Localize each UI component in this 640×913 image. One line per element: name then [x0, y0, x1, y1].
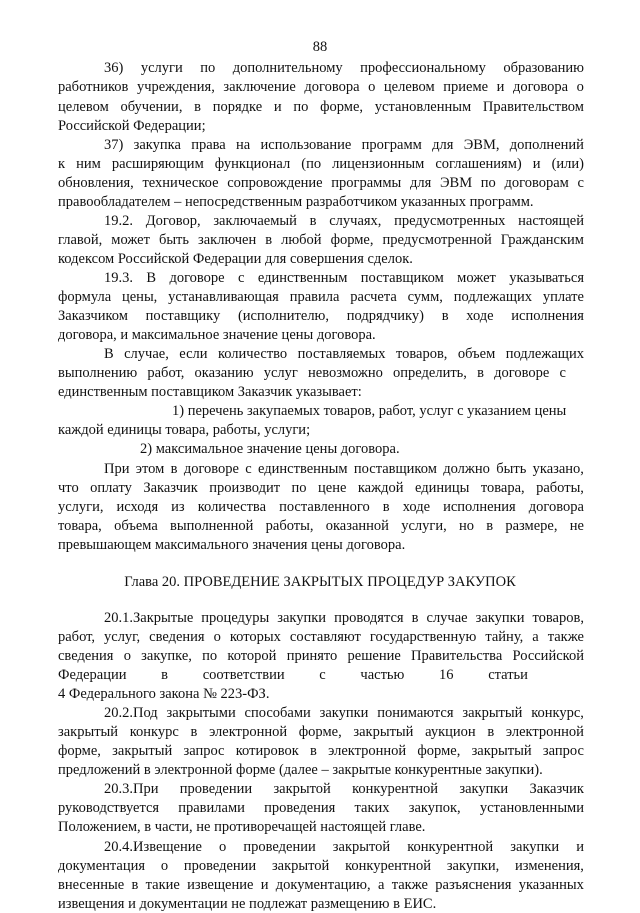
word: Правительства	[411, 648, 503, 664]
word: с	[577, 175, 584, 191]
text-line	[58, 155, 584, 173]
word: В	[104, 346, 114, 362]
word: работы,	[536, 480, 584, 496]
word: объем	[457, 346, 496, 362]
text-line: превышающем максимального значения цены договора.	[58, 537, 406, 553]
word: котировок	[235, 743, 299, 759]
word: документацию,	[275, 877, 371, 893]
word: В	[146, 270, 157, 286]
text-line: Российской Федерации;	[58, 118, 206, 134]
word: определить,	[393, 365, 467, 381]
text-line	[58, 799, 584, 817]
text-line	[58, 876, 584, 894]
word: в	[486, 518, 494, 534]
word: ЭВМ	[439, 175, 473, 191]
word: что	[58, 480, 79, 496]
word: устанавливающая	[168, 289, 279, 305]
word: по	[480, 175, 496, 191]
word: в	[487, 724, 495, 740]
word: ним	[76, 156, 101, 172]
word: Федерации	[58, 667, 127, 683]
chapter-heading: Глава 20. ПРОВЕДЕНИЕ ЗАКРЫТЫХ ПРОЦЕДУР ЗАКУПОК	[124, 574, 516, 590]
word: такие	[145, 877, 180, 893]
word: если	[179, 346, 208, 362]
word: закрытый	[353, 724, 414, 740]
word: указанных	[518, 877, 584, 893]
word: закрытой	[332, 839, 391, 855]
word: формула	[58, 289, 112, 305]
word: поставщику	[145, 308, 221, 324]
word: аукцион	[425, 724, 476, 740]
word: исполнения	[443, 499, 516, 515]
word: производит	[209, 480, 281, 496]
word: 36)	[104, 60, 124, 76]
word: и	[496, 79, 505, 95]
word: Договор,	[145, 213, 201, 229]
text-line: 1) перечень закупаемых товаров, работ, услуг с указанием цены	[172, 403, 567, 419]
word: (исполнителю,	[237, 308, 330, 324]
word: (или)	[551, 156, 584, 172]
word: 19.3.	[104, 270, 133, 286]
word: процедуры	[201, 610, 270, 626]
word: конкурентной	[352, 781, 439, 797]
text-line	[58, 628, 584, 646]
text-line	[58, 498, 584, 516]
word: сведения	[149, 629, 205, 645]
word: закупке,	[141, 648, 192, 664]
word: проведении	[179, 781, 253, 797]
word: в	[170, 461, 178, 477]
text-line: единственным поставщиком Заказчик указывает:	[58, 384, 362, 400]
word: но	[458, 518, 474, 534]
word: с	[238, 270, 245, 286]
word: и	[576, 839, 584, 855]
word: этом	[135, 461, 165, 477]
word: внесенные	[58, 877, 125, 893]
word: форме,	[330, 232, 374, 248]
word: договора	[512, 79, 569, 95]
word: поставленного	[279, 499, 370, 515]
text-line: извещения и документации не подлежат размещению в ЕИС.	[58, 896, 437, 912]
word: закупки	[475, 610, 525, 626]
word: тайну,	[485, 629, 524, 645]
word: договоре	[169, 270, 225, 286]
text-line	[58, 231, 584, 249]
word: Заказчик	[143, 480, 198, 496]
word: закупка	[133, 137, 181, 153]
word: ходе	[466, 308, 494, 324]
text-line: 4 Федерального закона № 223-ФЗ.	[58, 686, 270, 702]
word: также	[547, 629, 584, 645]
word: в	[441, 308, 449, 324]
word: не	[569, 518, 584, 534]
word: быть	[158, 232, 190, 248]
word: которых	[229, 629, 281, 645]
word: 20.2.Под	[104, 705, 158, 721]
word: на	[236, 137, 251, 153]
text-line	[104, 212, 584, 230]
word: о	[123, 648, 131, 664]
text-line	[58, 647, 584, 665]
word: работ,	[147, 365, 185, 381]
word: с	[319, 667, 326, 683]
text-line	[58, 288, 584, 306]
word: целевом	[58, 99, 109, 115]
word: закрытый	[462, 705, 523, 721]
word: правилами	[178, 800, 245, 816]
word: быть	[496, 461, 527, 477]
word: закупки	[319, 705, 369, 721]
word: подрядчику)	[346, 308, 424, 324]
word: конкурс	[129, 724, 179, 740]
word: о	[219, 839, 227, 855]
word: товаров,	[532, 610, 584, 626]
word: извещение	[187, 877, 254, 893]
word: закупки	[277, 610, 327, 626]
text-line	[58, 742, 584, 760]
word: случае	[426, 610, 468, 626]
word: 20.4.Извещение	[104, 839, 202, 855]
word: работников	[58, 79, 129, 95]
word: заключение	[223, 79, 296, 95]
word: по	[293, 99, 309, 115]
word: поставляемых	[297, 346, 386, 362]
text-line	[58, 479, 584, 497]
word: с	[559, 365, 566, 381]
word: о	[213, 629, 221, 645]
text-line	[104, 609, 584, 627]
text-line	[104, 269, 584, 287]
text-line: каждой единицы товара, работы, услуги;	[58, 422, 311, 438]
word: случаях,	[329, 213, 382, 229]
word: может	[111, 232, 150, 248]
word: программы	[331, 175, 402, 191]
word: правила	[289, 289, 340, 305]
word: о	[160, 858, 169, 874]
word: оказанной	[325, 518, 389, 534]
word: конкурс,	[531, 705, 584, 721]
word: в	[411, 610, 419, 626]
word: договора	[304, 79, 360, 95]
word: закрытый	[58, 724, 119, 740]
word: в	[265, 232, 273, 248]
word: (по	[301, 156, 322, 172]
word: ходе	[402, 499, 431, 515]
word: заключен	[198, 232, 257, 248]
word: в	[382, 499, 390, 515]
word: проводятся	[334, 610, 404, 626]
page-number: 88	[312, 39, 328, 55]
word: закрытой	[271, 858, 330, 874]
word: документация	[58, 858, 146, 874]
word: 20.1.Закрытые	[104, 610, 194, 626]
word: таких	[354, 800, 390, 816]
word: конкурентной	[345, 858, 432, 874]
word: количества	[197, 499, 267, 515]
word: договоре	[183, 461, 239, 477]
word: по	[202, 648, 218, 664]
word: 20.3.При	[104, 781, 159, 797]
text-line: 2) максимальное значение цены договора.	[140, 441, 400, 457]
word: оказанию	[194, 365, 254, 381]
word: дополнительному	[232, 60, 343, 76]
text-line	[104, 460, 584, 478]
word: единственным	[257, 270, 348, 286]
word: учреждения,	[136, 79, 215, 95]
word: приеме	[443, 79, 489, 95]
word: к	[58, 156, 66, 172]
word: по	[200, 60, 216, 76]
word: установленными	[479, 800, 584, 816]
text-line	[58, 364, 566, 382]
word: сопровождение	[227, 175, 323, 191]
word: форме,	[298, 724, 342, 740]
word: которой	[227, 648, 277, 664]
text-line	[104, 136, 584, 154]
word: оплату	[90, 480, 132, 496]
word: конкурентной	[407, 839, 494, 855]
text-line: предложений в электронной форме (далее – закрытые конкурентные закупки).	[58, 762, 543, 778]
word: установленным	[374, 99, 472, 115]
text-line: договора, и максимальное значение цены договора.	[58, 327, 376, 343]
word: услуги,	[58, 499, 104, 515]
word: форме,	[417, 743, 461, 759]
word: профессиональному	[360, 60, 486, 76]
word: также	[391, 877, 428, 893]
word: Гражданским	[500, 232, 584, 248]
word: подлежащих	[505, 346, 584, 362]
word: в	[309, 213, 317, 229]
word: объема	[114, 518, 158, 534]
word: руководствуется	[58, 800, 160, 816]
word: Заказчик	[529, 781, 584, 797]
word: образованию	[503, 60, 584, 76]
word: услуг,	[104, 629, 141, 645]
word: цены,	[121, 289, 158, 305]
word: сведения	[58, 648, 114, 664]
word: в	[161, 667, 169, 683]
text-line	[58, 666, 528, 684]
word: сумм,	[407, 289, 443, 305]
word: договора	[528, 499, 584, 515]
word: каждой	[357, 480, 404, 496]
word: закупок,	[408, 800, 461, 816]
word: форме,	[320, 99, 364, 115]
word: договорам	[504, 175, 569, 191]
word: разъяснения	[435, 877, 512, 893]
word: соответствии	[202, 667, 285, 683]
text-line	[104, 704, 584, 722]
word: техническое	[142, 175, 219, 191]
word: услуги,	[401, 518, 447, 534]
word: обучении,	[120, 99, 183, 115]
word: товара,	[480, 480, 525, 496]
text-line	[104, 838, 584, 856]
text-line	[58, 307, 584, 325]
word: цене	[318, 480, 347, 496]
word: для	[409, 175, 432, 191]
word: Правительством	[482, 99, 584, 115]
text-line	[104, 780, 584, 798]
word: 16	[439, 667, 454, 683]
word: невозможно	[308, 365, 383, 381]
word: функционал	[214, 156, 291, 172]
word: закрытыми	[166, 705, 236, 721]
word: 37)	[104, 137, 124, 153]
text-line	[58, 174, 584, 192]
word: размере,	[505, 518, 558, 534]
text-line	[58, 857, 584, 875]
word: и	[532, 156, 541, 172]
word: исходя	[116, 499, 159, 515]
word: закрытой	[273, 781, 331, 797]
word: понимаются	[377, 705, 454, 721]
word: обновления,	[58, 175, 134, 191]
word: закупки,	[446, 858, 500, 874]
word: права	[191, 137, 226, 153]
word: любой	[281, 232, 322, 248]
word: и	[260, 877, 269, 893]
word: ЭВМ,	[463, 137, 500, 153]
word: выполненной	[170, 518, 254, 534]
word: изменения,	[515, 858, 584, 874]
word: в	[310, 743, 317, 759]
word: в	[477, 365, 484, 381]
word: работ,	[58, 629, 95, 645]
text-line	[104, 59, 584, 77]
word: программ	[361, 137, 422, 153]
text-line	[58, 78, 584, 96]
word: в	[190, 724, 198, 740]
word: государственную	[369, 629, 477, 645]
word: закупки	[459, 781, 509, 797]
text-line	[104, 345, 584, 363]
word: и	[273, 99, 282, 115]
word: поставщиком	[353, 461, 437, 477]
text-line: Положением, в части, не противоречащей настоящей главе.	[58, 819, 426, 835]
word: электронной	[328, 743, 407, 759]
word: единственным	[258, 461, 348, 477]
word: с	[245, 461, 252, 477]
word: Заказчиком	[58, 308, 128, 324]
word: количество	[217, 346, 288, 362]
word: проведения	[264, 800, 336, 816]
word: в	[194, 99, 202, 115]
word: электронной	[209, 724, 288, 740]
word: может	[457, 270, 496, 286]
text-line: правообладателем – непосредственным разработчиком указанных программ.	[58, 194, 534, 210]
word: о	[368, 79, 376, 95]
word: должно	[443, 461, 490, 477]
word: статьи	[488, 667, 528, 683]
word: решение	[347, 648, 401, 664]
word: Российской	[512, 648, 584, 664]
word: 19.2.	[104, 213, 133, 229]
word: соглашениям)	[435, 156, 522, 172]
word: настоящей	[518, 213, 584, 229]
word: указываться	[509, 270, 584, 286]
word: выполнению	[58, 365, 138, 381]
word: товара,	[58, 518, 102, 534]
word: из	[171, 499, 185, 515]
word: уплате	[542, 289, 584, 305]
word: работы,	[265, 518, 314, 534]
text-line	[58, 517, 584, 535]
word: услуги	[140, 60, 183, 76]
text-line	[58, 723, 584, 741]
text-line	[58, 98, 584, 116]
word: составляют	[289, 629, 361, 645]
word: принято	[286, 648, 338, 664]
word: запрос	[183, 743, 225, 759]
word: единицы	[414, 480, 470, 496]
word: запрос	[542, 743, 584, 759]
word: форме,	[58, 743, 101, 759]
word: по	[291, 480, 307, 496]
word: указано,	[532, 461, 584, 477]
word: способами	[244, 705, 311, 721]
word: заключаемый	[213, 213, 297, 229]
word: в	[131, 877, 139, 893]
word: использование	[260, 137, 352, 153]
word: При	[104, 461, 130, 477]
word: закрытый	[112, 743, 173, 759]
word: поставщиком	[360, 270, 444, 286]
word: лицензионным	[332, 156, 425, 172]
word: исполнения	[511, 308, 584, 324]
word: о	[576, 79, 584, 95]
word: подлежащих	[453, 289, 533, 305]
word: частью	[360, 667, 405, 683]
word: для	[432, 137, 454, 153]
word: услуг	[263, 365, 298, 381]
text-line: кодексом Российской Федерации для совершения сделок.	[58, 251, 413, 267]
word: проведении	[183, 858, 257, 874]
word: договоре	[494, 365, 550, 381]
word: расширяющим	[111, 156, 204, 172]
word: целевом	[383, 79, 435, 95]
word: проведении	[243, 839, 316, 855]
word: а	[532, 629, 539, 645]
word: случае,	[124, 346, 169, 362]
word: предусмотренных	[394, 213, 506, 229]
word: расчета	[350, 289, 397, 305]
word: а	[377, 877, 385, 893]
word: порядке	[212, 99, 263, 115]
word: закрытый	[471, 743, 532, 759]
word: дополнений	[509, 137, 584, 153]
word: главой,	[58, 232, 103, 248]
word: предусмотренной	[382, 232, 492, 248]
word: товаров,	[395, 346, 448, 362]
word: закупки	[510, 839, 560, 855]
word: электронной	[505, 724, 584, 740]
